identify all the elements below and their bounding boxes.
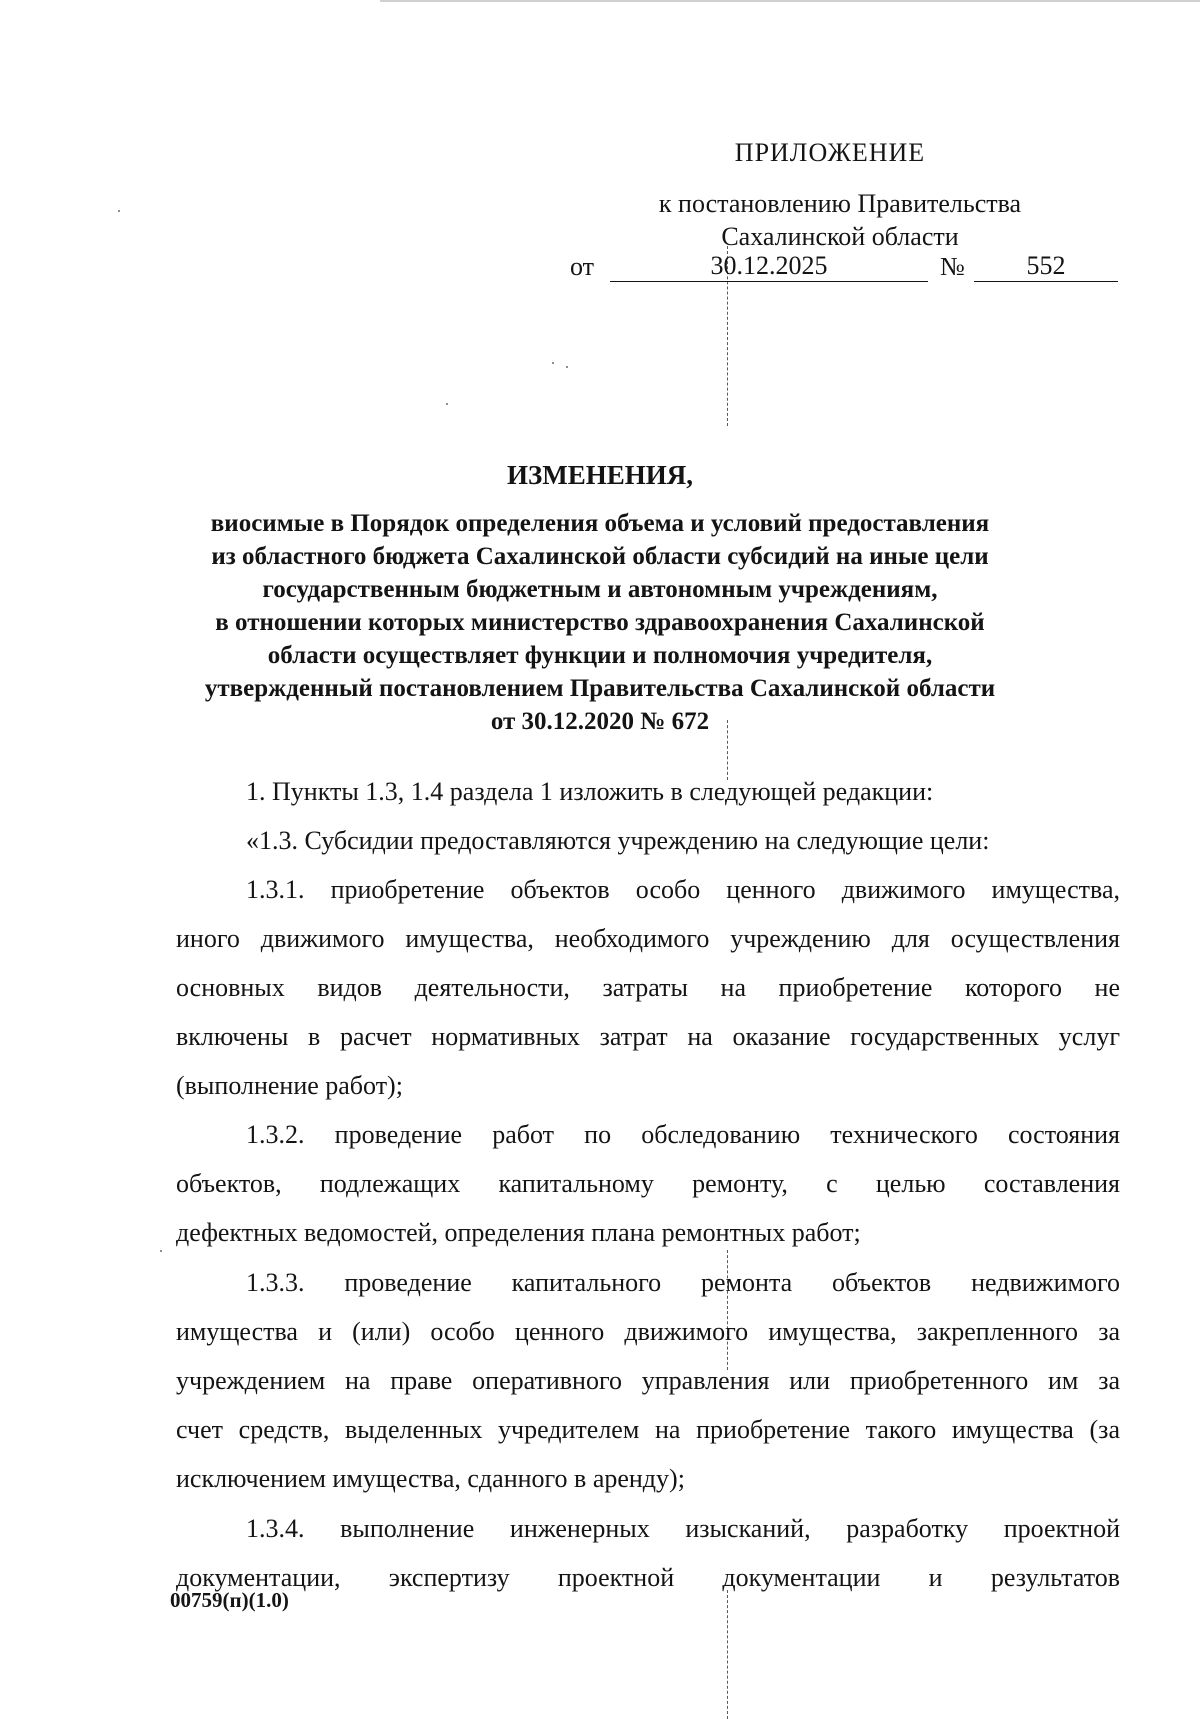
body-line: 1.3.1. приобретение объектов особо ценного движимого имущества, bbox=[246, 875, 1120, 904]
number-sign: № bbox=[940, 252, 965, 281]
body-line: 1.3.4. выполнение инженерных изысканий, разработку проектной bbox=[246, 1514, 1120, 1543]
scan-speck bbox=[118, 210, 120, 212]
subheading-line: виосимые в Порядок определения объема и условий предоставления bbox=[210, 510, 990, 537]
body-line: счет средств, выделенных учредителем на приобретение такого имущества (за bbox=[176, 1415, 1120, 1444]
decree-date: 30.12.2025 bbox=[610, 251, 928, 282]
body-line: основных видов деятельности, затраты на приобретение которого не bbox=[176, 973, 1120, 1002]
scan-speck bbox=[552, 362, 554, 364]
body-line: иного движимого имущества, необходимого учреждению для осуществления bbox=[176, 924, 1120, 953]
body-line: 1. Пункты 1.3, 1.4 раздела 1 изложить в следующей редакции: bbox=[246, 777, 934, 806]
document-subheading bbox=[180, 507, 1020, 738]
decree-date-row bbox=[560, 252, 1120, 288]
scan-fold-line bbox=[727, 1590, 728, 1719]
document-code: 00759(п)(1.0) bbox=[170, 1588, 289, 1612]
body-line: «1.3. Субсидии предоставляются учреждению на следующие цели: bbox=[246, 826, 990, 855]
subheading-line: из областного бюджета Сахалинской области субсидий на иные цели bbox=[211, 543, 989, 570]
subheading-line: от 30.12.2020 № 672 bbox=[490, 708, 710, 735]
date-prefix: от bbox=[570, 252, 595, 281]
scan-top-edge bbox=[380, 0, 1200, 2]
subheading-line: государственным бюджетным и автономным учреждениям, bbox=[262, 576, 938, 603]
subheading-line: области осуществляет функции и полномочия учредителя, bbox=[267, 642, 933, 669]
body-line: учреждением на праве оперативного управления или приобретенного им за bbox=[176, 1366, 1120, 1395]
scan-speck bbox=[446, 403, 448, 405]
appendix-region: Сахалинской области bbox=[721, 222, 959, 251]
document-heading: ИЗМЕНЕНИЯ, bbox=[506, 460, 693, 490]
body-line: 1.3.3. проведение капитального ремонта объектов недвижимого bbox=[246, 1268, 1120, 1297]
body-line: 1.3.2. проведение работ по обследованию технического состояния bbox=[246, 1120, 1120, 1149]
subheading-line: утвержденный постановлением Правительства Сахалинской области bbox=[204, 675, 996, 702]
body-line: объектов, подлежащих капитальному ремонту, с целью составления bbox=[176, 1169, 1120, 1198]
body-line: документации, экспертизу проектной документации и результатов bbox=[176, 1563, 1120, 1592]
decree-number: 552 bbox=[974, 251, 1118, 282]
body-line: исключением имущества, сданного в аренду); bbox=[176, 1464, 685, 1493]
body-line: дефектных ведомостей, определения плана ремонтных работ; bbox=[176, 1218, 861, 1247]
body-line: (выполнение работ); bbox=[176, 1071, 403, 1100]
appendix-title: ПРИЛОЖЕНИЕ bbox=[734, 138, 926, 167]
body-line: имущества и (или) особо ценного движимого имущества, закрепленного за bbox=[176, 1317, 1120, 1346]
scan-speck bbox=[566, 366, 568, 368]
subheading-line: в отношении которых министерство здравоохранения Сахалинской bbox=[215, 609, 985, 636]
scan-speck bbox=[160, 1250, 162, 1252]
appendix-to-decree: к постановлению Правительства bbox=[658, 189, 1022, 218]
body-line: включены в расчет нормативных затрат на оказание государственных услуг bbox=[176, 1022, 1120, 1051]
